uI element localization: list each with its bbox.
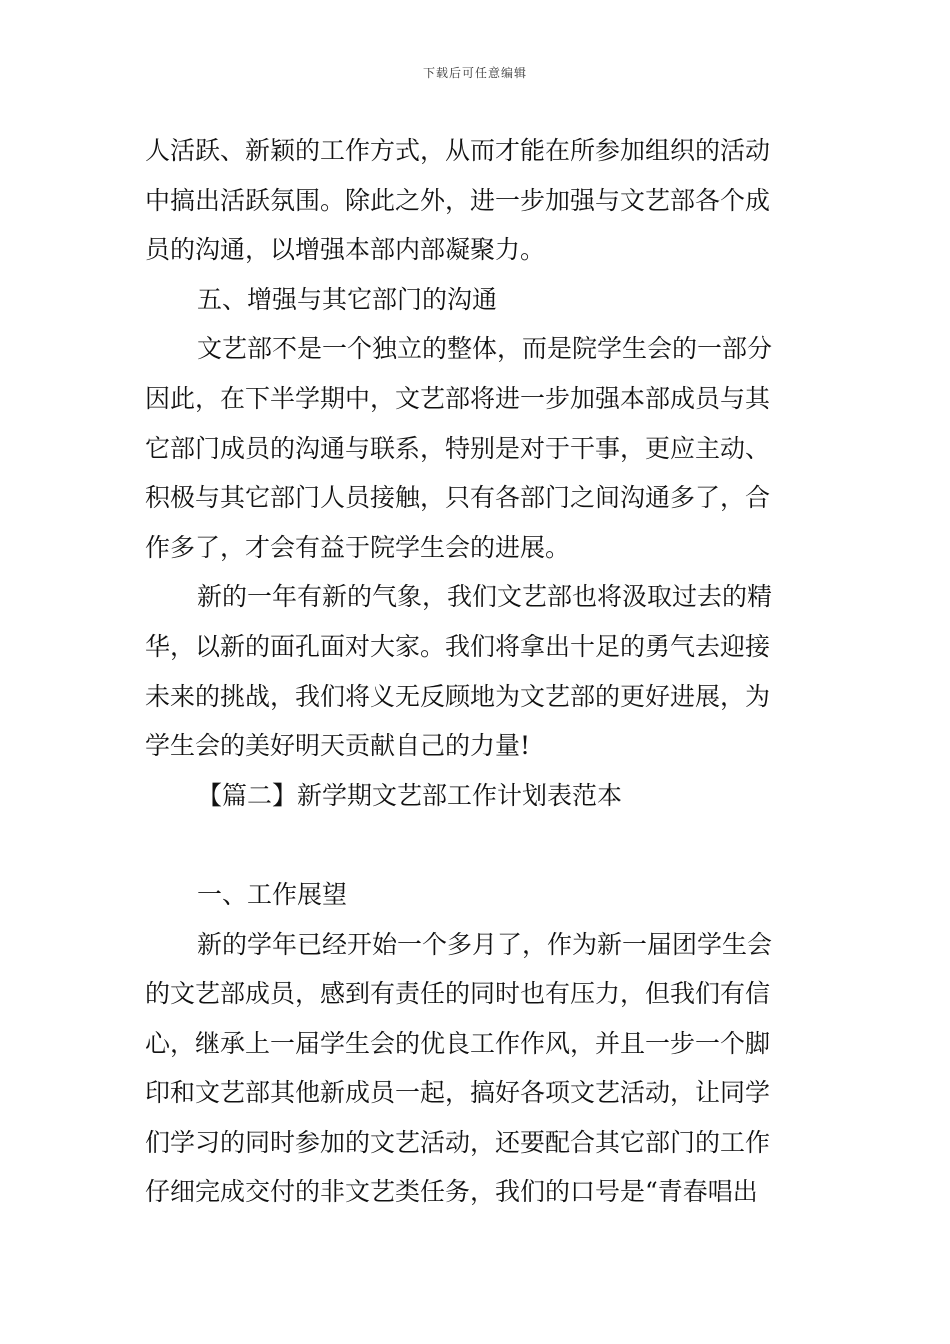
text-line: 新的学年已经开始一个多月了，作为新一届团学生会 bbox=[197, 929, 773, 959]
blank-line bbox=[145, 820, 813, 870]
text-line: 们学习的同时参加的文艺活动，还要配合其它部门的工作 bbox=[145, 1127, 771, 1157]
section-heading: 五、增强与其它部门的沟通 bbox=[197, 284, 498, 314]
text-line: 未来的挑战，我们将义无反顾地为文艺部的更好进展，为 bbox=[145, 681, 771, 711]
text-line: 仔细完成交付的非文艺类任务，我们的口号是“青春唱出 bbox=[145, 1177, 758, 1207]
text-line: 文艺部不是一个独立的整体，而是院学生会的一部分 bbox=[197, 334, 773, 364]
text-line: 学生会的美好明天贡献自己的力量! bbox=[145, 731, 531, 761]
page-header: 下载后可任意编辑 bbox=[422, 66, 527, 80]
article-title: 【篇二】新学期文艺部工作计划表范本 bbox=[197, 780, 623, 810]
text-line: 心，继承上一届学生会的优良工作作风，并且一步一个脚 bbox=[145, 1028, 771, 1058]
text-line: 作多了，才会有益于院学生会的进展。 bbox=[145, 532, 571, 562]
text-line: 积极与其它部门人员接触，只有各部门之间沟通多了，合 bbox=[145, 483, 771, 513]
text-line: 因此，在下半学期中，文艺部将进一步加强本部成员与其 bbox=[145, 383, 771, 413]
text-line: 华，以新的面孔面对大家。我们将拿出十足的勇气去迎接 bbox=[145, 631, 771, 661]
text-line: 人活跃、新颖的工作方式，从而才能在所参加组织的活动 bbox=[145, 136, 771, 165]
text-line: 新的一年有新的气象，我们文艺部也将汲取过去的精 bbox=[197, 582, 773, 612]
text-line: 印和文艺部其他新成员一起，搞好各项文艺活动，让同学 bbox=[145, 1078, 771, 1108]
document-body bbox=[145, 126, 813, 1217]
text-line: 员的沟通，以增强本部内部凝聚力。 bbox=[145, 235, 546, 265]
text-line: 它部门成员的沟通与联系，特别是对于干事，更应主动、 bbox=[145, 433, 771, 463]
text-line: 中搞出活跃氛围。除此之外，进一步加强与文艺部各个成 bbox=[145, 185, 771, 215]
section-heading: 一、工作展望 bbox=[197, 879, 348, 909]
text-line: 的文艺部成员，感到有责任的同时也有压力，但我们有信 bbox=[145, 979, 771, 1009]
